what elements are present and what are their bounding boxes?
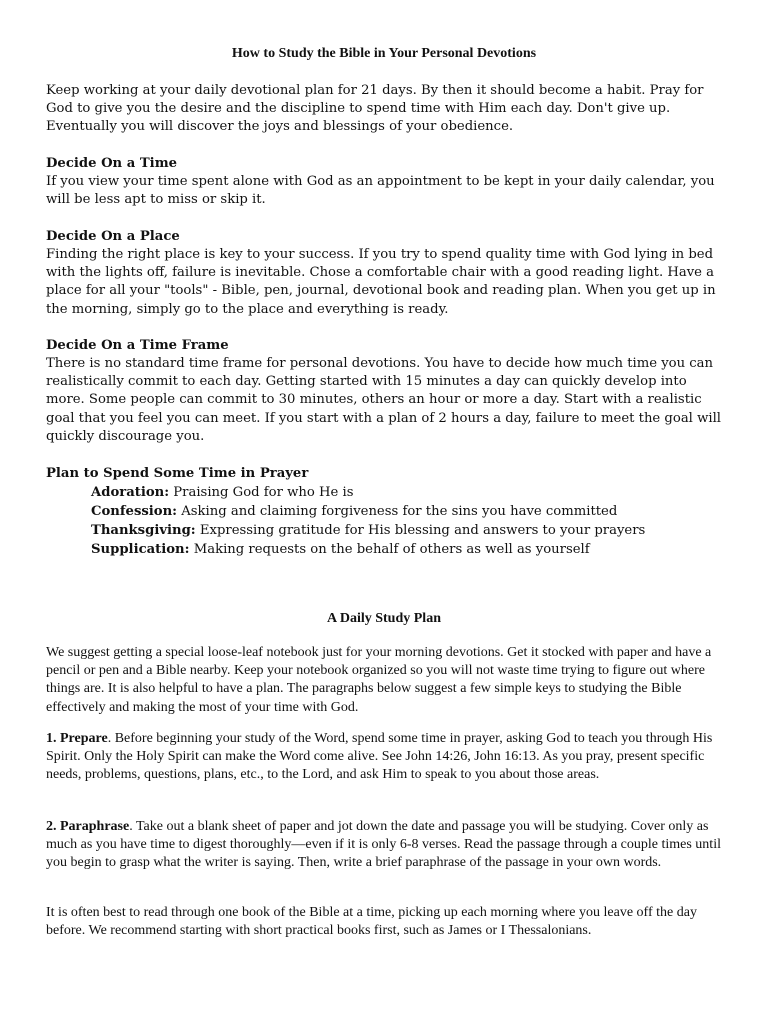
- intro-paragraph: Keep working at your daily devotional plan for 21 days. By then it should become a habit. Pray for God to give you the desire and the discipline to spend time with Him each day. Don't give up. Eventually you will discover the joys and blessings of your obedience.: [46, 83, 704, 135]
- prayer-item-text: Asking and claiming forgiveness for the sins you have committed: [177, 504, 618, 519]
- prayer-heading: Plan to Spend Some Time in Prayer: [46, 466, 309, 481]
- section-body-time: If you view your time spent alone with God as an appointment to be kept in your daily calendar, you will be less apt to miss or skip it.: [46, 174, 715, 208]
- step-label: 2. Paraphrase: [46, 819, 130, 834]
- prayer-item-supplication: [91, 541, 731, 559]
- prayer-item-adoration: [91, 484, 731, 502]
- prayer-item-thanksgiving: [91, 522, 731, 540]
- section-body-time-frame: There is no standard time frame for personal devotions. You have to decide how much time you can realistically commit to each day. Getting started with 15 minutes a day can quickly develop into more. Some people can commit to 30 minutes, others an hour or more a day. Start with a realistic goal that you feel you can meet. If you start with a plan of 2 hours a day, failure to meet the goal will quickly discourage you.: [46, 356, 722, 444]
- prayer-item-text: Expressing gratitude for His blessing and answers to your prayers: [195, 523, 646, 538]
- closing-paragraph: It is often best to read through one book of the Bible at a time, picking up each morning where you leave off the day before. We recommend starting with short practical books first, such as James or I Thessalonians.: [46, 905, 697, 939]
- section-body-place: Finding the right place is key to your success. If you try to spend quality time with God lying in bed with the lights off, failure is inevitable. Chose a comfortable chair with a good reading light. Have a place for all your "tools" - Bible, pen, journal, devotional book and reading plan. When you get up in the morning, simply go to the place and everything is ready.: [46, 247, 716, 317]
- section-heading-place: Decide On a Place: [46, 229, 180, 244]
- prayer-item-confession: [91, 503, 731, 521]
- step-text: . Before beginning your study of the Word, spend some time in prayer, asking God to teach you through His Spirit. Only the Holy Spirit can make the Word come alive. See John 14:26, John 16:13. As you pray, present specific needs, problems, questions, plans, etc., to the Lord, and ask Him to speak to you about those areas.: [46, 731, 713, 783]
- prayer-item-label: Supplication:: [91, 542, 190, 557]
- section-heading-time: Decide On a Time: [46, 156, 178, 171]
- study-plan-title: A Daily Study Plan: [327, 611, 441, 626]
- section-heading-time-frame: Decide On a Time Frame: [46, 338, 229, 353]
- step-paraphrase: [46, 818, 726, 873]
- study-plan-intro: We suggest getting a special loose-leaf notebook just for your morning devotions. Get it stocked with paper and have a pencil or pen and a Bible nearby. Keep your notebook organized so you will not waste time trying to figure out where things are. It is also helpful to have a plan. The paragraphs below suggest a few simple keys to studying the Bible effectively and making the most of your time with God.: [46, 645, 712, 715]
- prayer-item-label: Thanksgiving:: [91, 523, 196, 538]
- prayer-item-text: Praising God for who He is: [169, 485, 354, 500]
- step-label: 1. Prepare: [46, 731, 108, 746]
- step-text: . Take out a blank sheet of paper and jot down the date and passage you will be studying. Cover only as much as you have time to digest thoroughly—even if it is only 6-8 verses. Read the passage through a couple times until you begin to grasp what the writer is saying. Then, write a brief paraphrase of the passage in your own words.: [46, 819, 721, 871]
- page-title: How to Study the Bible in Your Personal Devotions: [231, 46, 537, 61]
- prayer-item-label: Adoration:: [91, 485, 170, 500]
- prayer-item-label: Confession:: [91, 504, 178, 519]
- step-prepare: [46, 730, 726, 785]
- prayer-item-text: Making requests on the behalf of others as well as yourself: [189, 542, 590, 557]
